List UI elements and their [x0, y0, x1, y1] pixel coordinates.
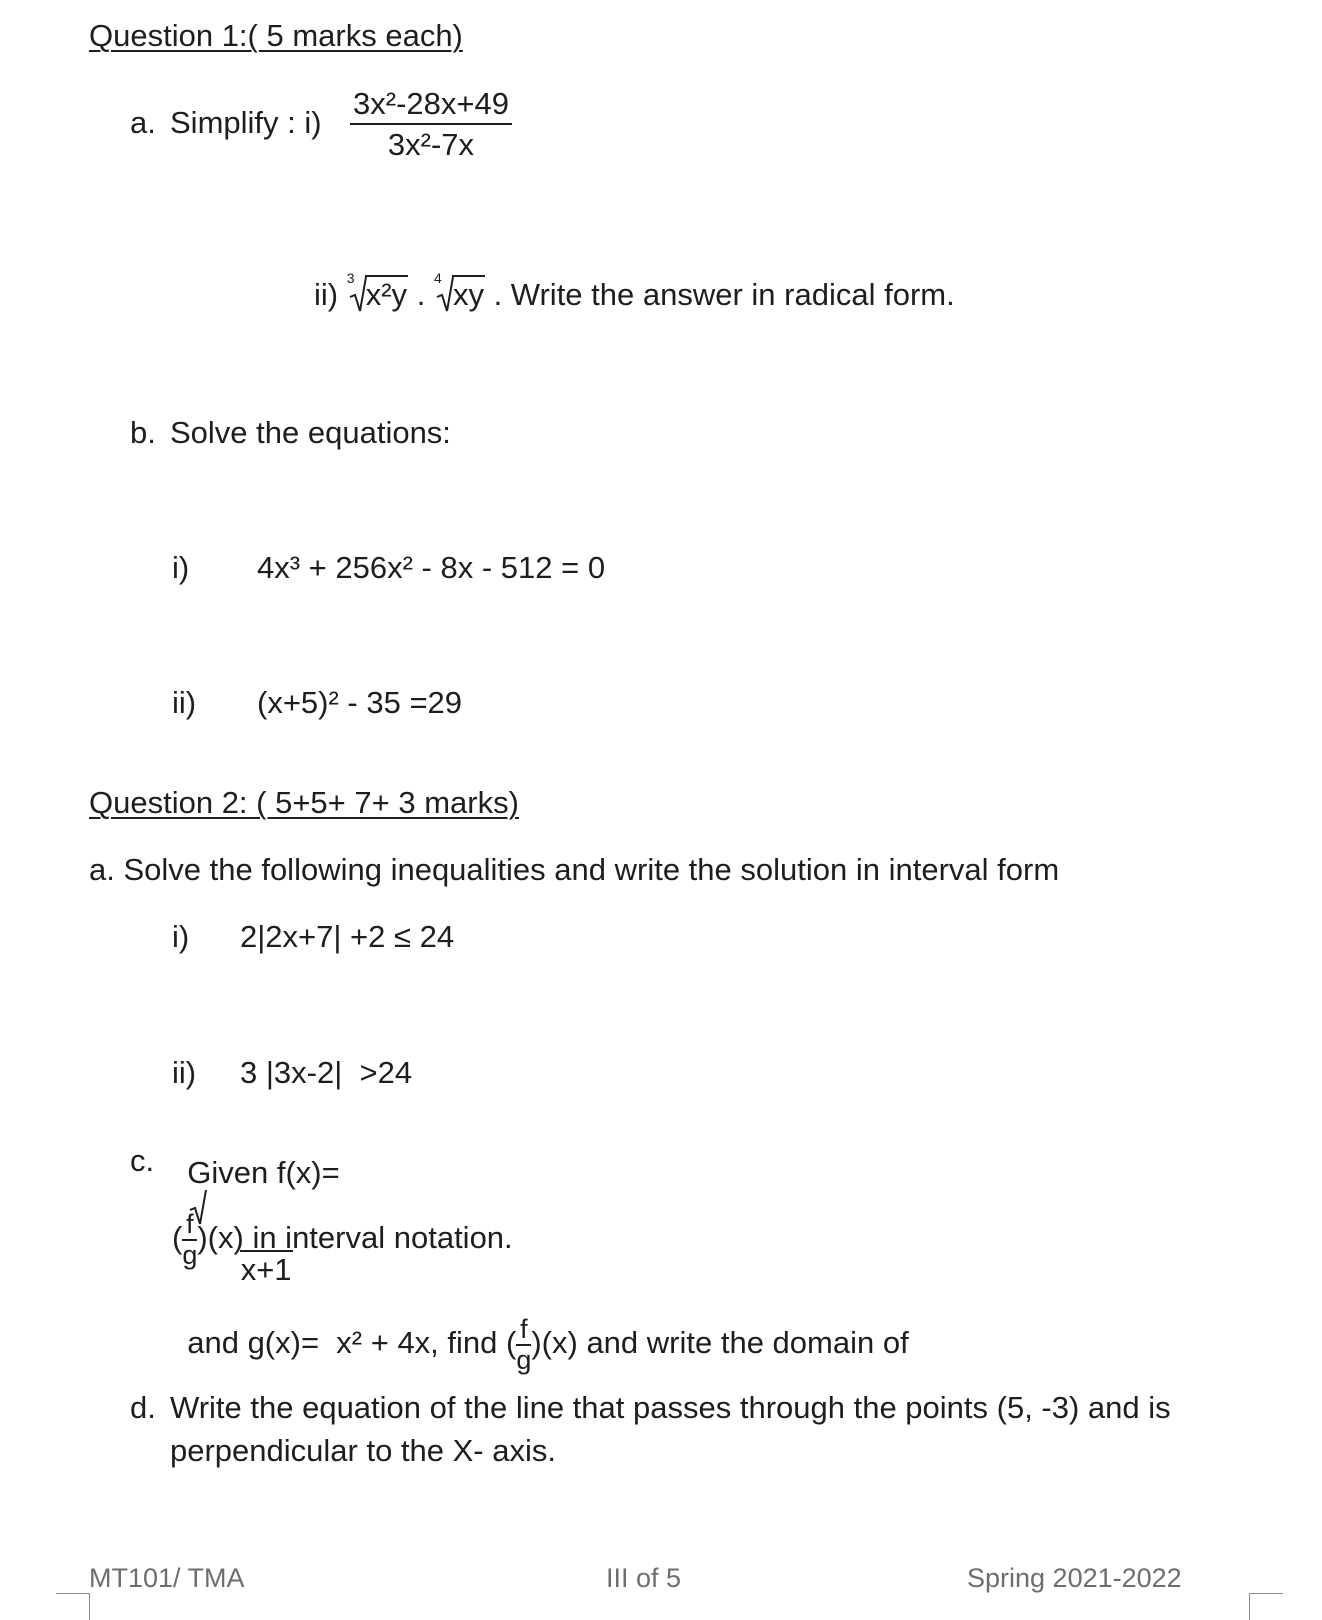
radicand: x+1	[240, 1252, 292, 1287]
q1-part-b-ii-label: ii)	[172, 685, 197, 720]
q1-part-a-text: Simplify : i)	[170, 105, 322, 140]
fraction-numerator: f	[182, 1211, 197, 1241]
radical-index: 4	[433, 270, 442, 286]
fraction-denominator: g	[182, 1240, 198, 1270]
q1-part-a-ii-label: ii)	[314, 277, 339, 312]
question-1-heading: Question 1:( 5 marks each)	[89, 18, 463, 53]
q1-part-a-ii	[314, 270, 955, 312]
q2-part-a-i-inequality: 2|2x+7| +2 ≤ 24	[240, 919, 455, 954]
q1-part-b-ii-equation: (x+5)² - 35 =29	[257, 685, 463, 720]
q1-part-a-label: a.	[130, 105, 156, 140]
fraction-numerator: 3x²-28x+49	[350, 88, 512, 125]
q2-part-a-ii-label: ii)	[172, 1055, 197, 1090]
q1-part-b-i-label: i)	[172, 550, 190, 585]
q1-part-b-i-equation: 4x³ + 256x² - 8x - 512 = 0	[257, 550, 606, 585]
q2-part-c-line-2-text: )(x) in interval notation.	[197, 1220, 513, 1256]
q2-part-d-label: d.	[130, 1390, 156, 1425]
q2-part-c-text-3: )(x) and write the domain of	[531, 1325, 909, 1361]
page-corner-mark-left	[56, 1593, 90, 1620]
radicand: xy	[452, 277, 484, 312]
question-2-heading: Question 2: ( 5+5+ 7+ 3 marks)	[89, 785, 519, 820]
footer-page-number: III of 5	[606, 1563, 682, 1593]
q1-part-a-ii-instruction: . Write the answer in radical form.	[493, 277, 955, 312]
q1-part-b-label: b.	[130, 415, 156, 450]
radical-index: 3	[346, 270, 355, 286]
fraction-denominator: 3x²-7x	[387, 127, 475, 162]
q1-part-a-fraction	[350, 88, 512, 160]
open-paren: (	[172, 1220, 183, 1256]
q2-part-d-line-1: Write the equation of the line that passes through the points (5, -3) and is	[170, 1390, 1171, 1425]
footer-course-code: MT101/ TMA	[89, 1563, 245, 1593]
radicand: x²y	[365, 277, 408, 312]
multiply-dot: .	[416, 277, 426, 312]
f-over-g-fraction	[182, 1211, 197, 1269]
fraction-numerator: f	[516, 1316, 531, 1346]
q2-part-c-line-2	[172, 1211, 513, 1269]
q2-part-d-line-2: perpendicular to the X- axis.	[170, 1433, 556, 1468]
f-over-g-fraction	[516, 1316, 531, 1374]
footer-term: Spring 2021-2022	[967, 1563, 1182, 1593]
fourth-root-radical	[433, 270, 485, 312]
radical-sign-icon	[436, 277, 454, 313]
q2-part-c-text-2: and g(x)= x² + 4x, find (	[187, 1325, 517, 1361]
page-corner-mark-right	[1249, 1593, 1283, 1620]
q1-part-b-text: Solve the equations:	[170, 415, 451, 450]
q2-part-a-ii-inequality: 3 |3x-2| >24	[240, 1055, 413, 1090]
radical-sign-icon	[349, 277, 367, 313]
q2-part-c-text-1: Given f(x)=	[187, 1155, 340, 1190]
q2-part-a-text: a. Solve the following inequalities and write the solution in interval form	[89, 852, 1060, 887]
q2-part-c-label: c.	[130, 1143, 155, 1178]
cube-root-radical	[346, 270, 408, 312]
fraction-denominator: g	[516, 1345, 532, 1375]
q2-part-a-i-label: i)	[172, 919, 190, 954]
